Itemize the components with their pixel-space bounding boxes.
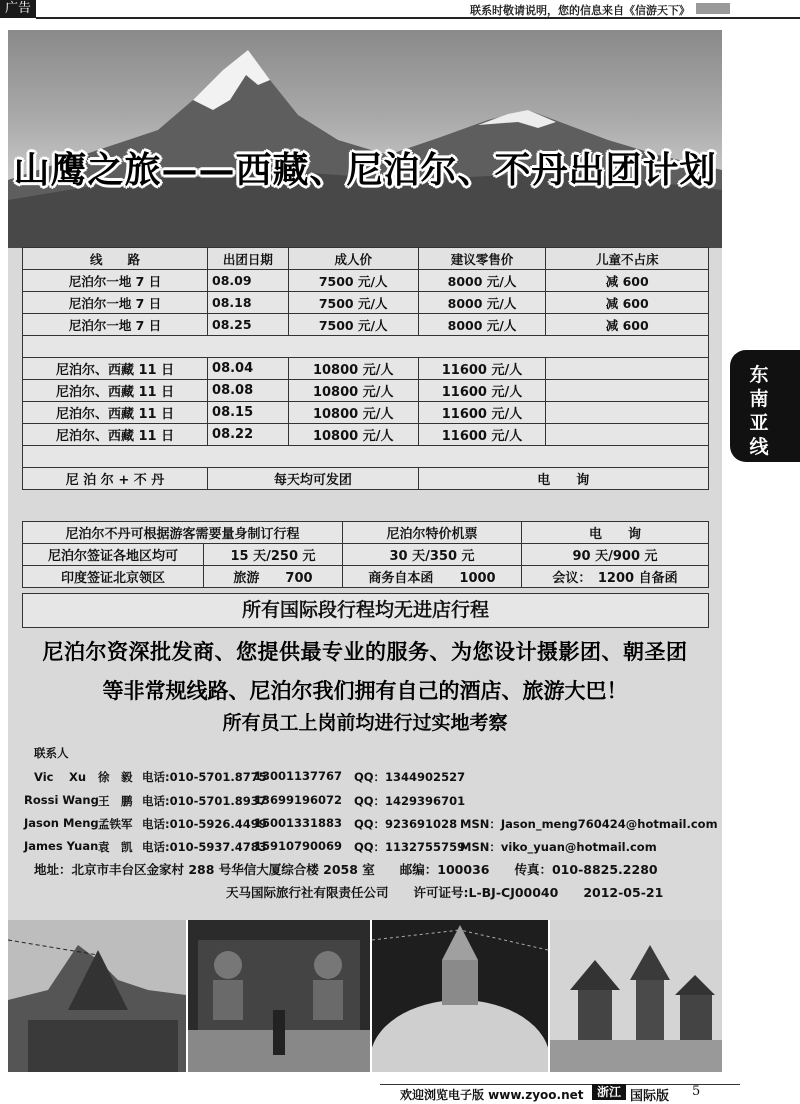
header-child-no-bed: 儿童不占床 xyxy=(546,248,709,270)
adult-price-cell: 7500 元/人 xyxy=(288,314,418,336)
route-cell: 尼泊尔一地 7 日 xyxy=(23,314,208,336)
no-shopping-notice: 所有国际段行程均无进店行程 xyxy=(22,593,709,628)
tagline-line-3: 所有员工上岗前均进行过实地考察 xyxy=(222,712,508,734)
contact-msn: MSN：viko_yuan@hotmail.com xyxy=(460,840,657,854)
company-license: 天马国际旅行社有限责任公司 许可证号:L-BJ-CJ00040 2012-05-21 xyxy=(226,885,664,900)
footer-website: 欢迎浏览电子版 www.zyoo.net xyxy=(400,1088,584,1102)
child-price-cell xyxy=(546,424,709,446)
child-price-cell xyxy=(546,402,709,424)
table-row xyxy=(23,544,709,566)
route-cell: 尼泊尔、西藏 11 日 xyxy=(23,402,208,424)
headline: 山鹰之旅——西藏、尼泊尔、不丹出团计划 xyxy=(13,149,717,191)
contact-en-name: Vic Xu xyxy=(34,770,87,784)
route-cell: 尼泊尔一地 7 日 xyxy=(23,292,208,314)
retail-price-cell: 8000 元/人 xyxy=(418,314,546,336)
child-price-cell: 减 600 xyxy=(546,292,709,314)
contact-cn-name: 袁 凯 xyxy=(98,840,133,854)
magazine-logo-icon xyxy=(696,3,730,14)
table-row xyxy=(23,468,709,490)
date-cell: 08.15 xyxy=(208,402,289,424)
adult-price-cell: 10800 元/人 xyxy=(288,380,418,402)
section-tab-southeast-asia xyxy=(730,350,800,462)
table-row xyxy=(23,402,709,424)
table-row xyxy=(23,424,709,446)
route-cell: 尼 泊 尔 + 不 丹 xyxy=(23,468,208,490)
adult-price-cell: 10800 元/人 xyxy=(288,402,418,424)
table-row xyxy=(23,292,709,314)
price-inquiry-cell: 电 询 xyxy=(418,468,708,490)
separator-cell xyxy=(23,446,709,468)
visa-30-day-cell: 30 天/350 元 xyxy=(343,544,522,566)
separator-cell xyxy=(23,336,709,358)
durbar-square-temples-photo xyxy=(550,920,722,1072)
retail-price-cell: 11600 元/人 xyxy=(418,380,546,402)
adult-price-cell: 7500 元/人 xyxy=(288,270,418,292)
child-price-cell: 减 600 xyxy=(546,314,709,336)
india-business-visa-cell: 商务自本函 1000 xyxy=(343,566,522,588)
air-ticket-label-cell: 尼泊尔特价机票 xyxy=(343,522,522,544)
child-price-cell xyxy=(546,358,709,380)
adult-price-cell: 7500 元/人 xyxy=(288,292,418,314)
contact-phone: 电话:010-5701.8775 xyxy=(142,770,267,784)
table-row xyxy=(23,270,709,292)
header-route: 线 路 xyxy=(23,248,208,270)
visa-15-day-cell: 15 天/250 元 xyxy=(204,544,343,566)
retail-price-cell: 11600 元/人 xyxy=(418,424,546,446)
air-ticket-price-cell: 电 询 xyxy=(522,522,709,544)
contact-en-name: Rossi Wang xyxy=(24,793,99,807)
mountain-banner xyxy=(8,30,722,248)
table-row xyxy=(23,380,709,402)
date-cell: 08.22 xyxy=(208,424,289,446)
adult-price-cell: 10800 元/人 xyxy=(288,424,418,446)
custom-itinerary-cell: 尼泊尔不丹可根据游客需要量身制订行程 xyxy=(23,522,343,544)
tagline-line-2: 等非常规线路、尼泊尔我们拥有自己的酒店、旅游大巴！ xyxy=(102,679,628,703)
swayambhunath-stupa-photo xyxy=(372,920,548,1072)
side-tab-char: 南 xyxy=(749,388,769,410)
contact-en-name: James Yuan xyxy=(24,839,99,853)
source-notice: 联系时敬请说明，您的信息来自《信游天下》 xyxy=(470,4,690,17)
date-cell: 08.18 xyxy=(208,292,289,314)
india-tourist-visa-cell: 旅游 700 xyxy=(204,566,343,588)
contact-mobile: 13699196072 xyxy=(254,793,343,807)
stupa-pagoda-photo xyxy=(8,920,186,1072)
retail-price-cell: 11600 元/人 xyxy=(418,402,546,424)
contact-cn-name: 孟铁军 xyxy=(98,817,133,831)
tagline-line-1: 尼泊尔资深批发商、您提供最专业的服务、为您设计摄影团、朝圣团 xyxy=(42,640,688,664)
mountain-illustration-icon xyxy=(8,30,722,248)
date-cell: 08.08 xyxy=(208,380,289,402)
contact-phone: 电话:010-5926.4499 xyxy=(142,817,267,831)
contact-mobile: 15910790069 xyxy=(254,839,343,853)
india-visa-label: 印度签证北京领区 xyxy=(23,566,204,588)
header-adult-price: 成人价 xyxy=(288,248,418,270)
date-cell: 08.04 xyxy=(208,358,289,380)
table-row xyxy=(23,314,709,336)
contact-cn-name: 王 鹏 xyxy=(98,794,133,808)
side-tab-char: 线 xyxy=(749,436,769,458)
contact-en-name: Jason Meng xyxy=(24,816,99,830)
table-separator xyxy=(23,336,709,358)
price-table xyxy=(22,247,709,490)
retail-price-cell: 11600 元/人 xyxy=(418,358,546,380)
side-tab-char: 东 xyxy=(749,364,769,386)
child-price-cell: 减 600 xyxy=(546,270,709,292)
table-separator xyxy=(23,446,709,468)
contact-qq: QQ：1132755759 xyxy=(354,840,466,854)
contact-mobile: 15001331883 xyxy=(254,816,343,830)
header-retail-price: 建议零售价 xyxy=(418,248,546,270)
table-row xyxy=(23,522,709,544)
contact-phone: 电话:010-5937.4783 xyxy=(142,840,267,854)
footer-edition: 国际版 xyxy=(630,1089,670,1104)
visa-90-day-cell: 90 天/900 元 xyxy=(522,544,709,566)
temple-guardian-statues-photo xyxy=(188,920,370,1072)
price-table-header xyxy=(23,248,709,270)
contacts-title: 联系人 xyxy=(34,746,69,760)
company-address: 地址：北京市丰台区金家村 288 号华信大厦综合楼 2058 室 邮编：100036 传真：010-8825.2280 xyxy=(34,862,658,877)
contact-phone: 电话:010-5701.8937 xyxy=(142,794,267,808)
table-row xyxy=(23,566,709,588)
route-cell: 尼泊尔、西藏 11 日 xyxy=(23,424,208,446)
side-tab-char: 亚 xyxy=(749,412,769,434)
child-price-cell xyxy=(546,380,709,402)
nepal-visa-label: 尼泊尔签证各地区均可 xyxy=(23,544,204,566)
contact-msn: MSN：Jason_meng760424@hotmail.com xyxy=(460,817,718,831)
adult-price-cell: 10800 元/人 xyxy=(288,358,418,380)
route-cell: 尼泊尔、西藏 11 日 xyxy=(23,380,208,402)
india-conference-visa-cell: 会议： 1200 自备函 xyxy=(522,566,709,588)
footer-region-badge: 浙江 xyxy=(592,1084,626,1100)
route-cell: 尼泊尔一地 7 日 xyxy=(23,270,208,292)
date-cell: 每天均可发团 xyxy=(208,468,419,490)
retail-price-cell: 8000 元/人 xyxy=(418,292,546,314)
date-cell: 08.25 xyxy=(208,314,289,336)
page-footer xyxy=(0,1082,800,1102)
ad-label: 广告 xyxy=(0,0,36,18)
route-cell: 尼泊尔、西藏 11 日 xyxy=(23,358,208,380)
table-row xyxy=(23,358,709,380)
contact-mobile: 13001137767 xyxy=(254,769,343,783)
services-table xyxy=(22,521,709,588)
retail-price-cell: 8000 元/人 xyxy=(418,270,546,292)
header-date: 出团日期 xyxy=(208,248,289,270)
footer-rule xyxy=(380,1084,740,1085)
contact-qq: QQ：1429396701 xyxy=(354,794,466,808)
top-bar xyxy=(0,0,800,20)
contact-qq: QQ：923691028 xyxy=(354,817,458,831)
photo-strip xyxy=(8,920,722,1072)
contact-cn-name: 徐 毅 xyxy=(98,770,133,784)
date-cell: 08.09 xyxy=(208,270,289,292)
contact-qq: QQ：1344902527 xyxy=(354,770,466,784)
page-number: 5 xyxy=(692,1084,701,1099)
